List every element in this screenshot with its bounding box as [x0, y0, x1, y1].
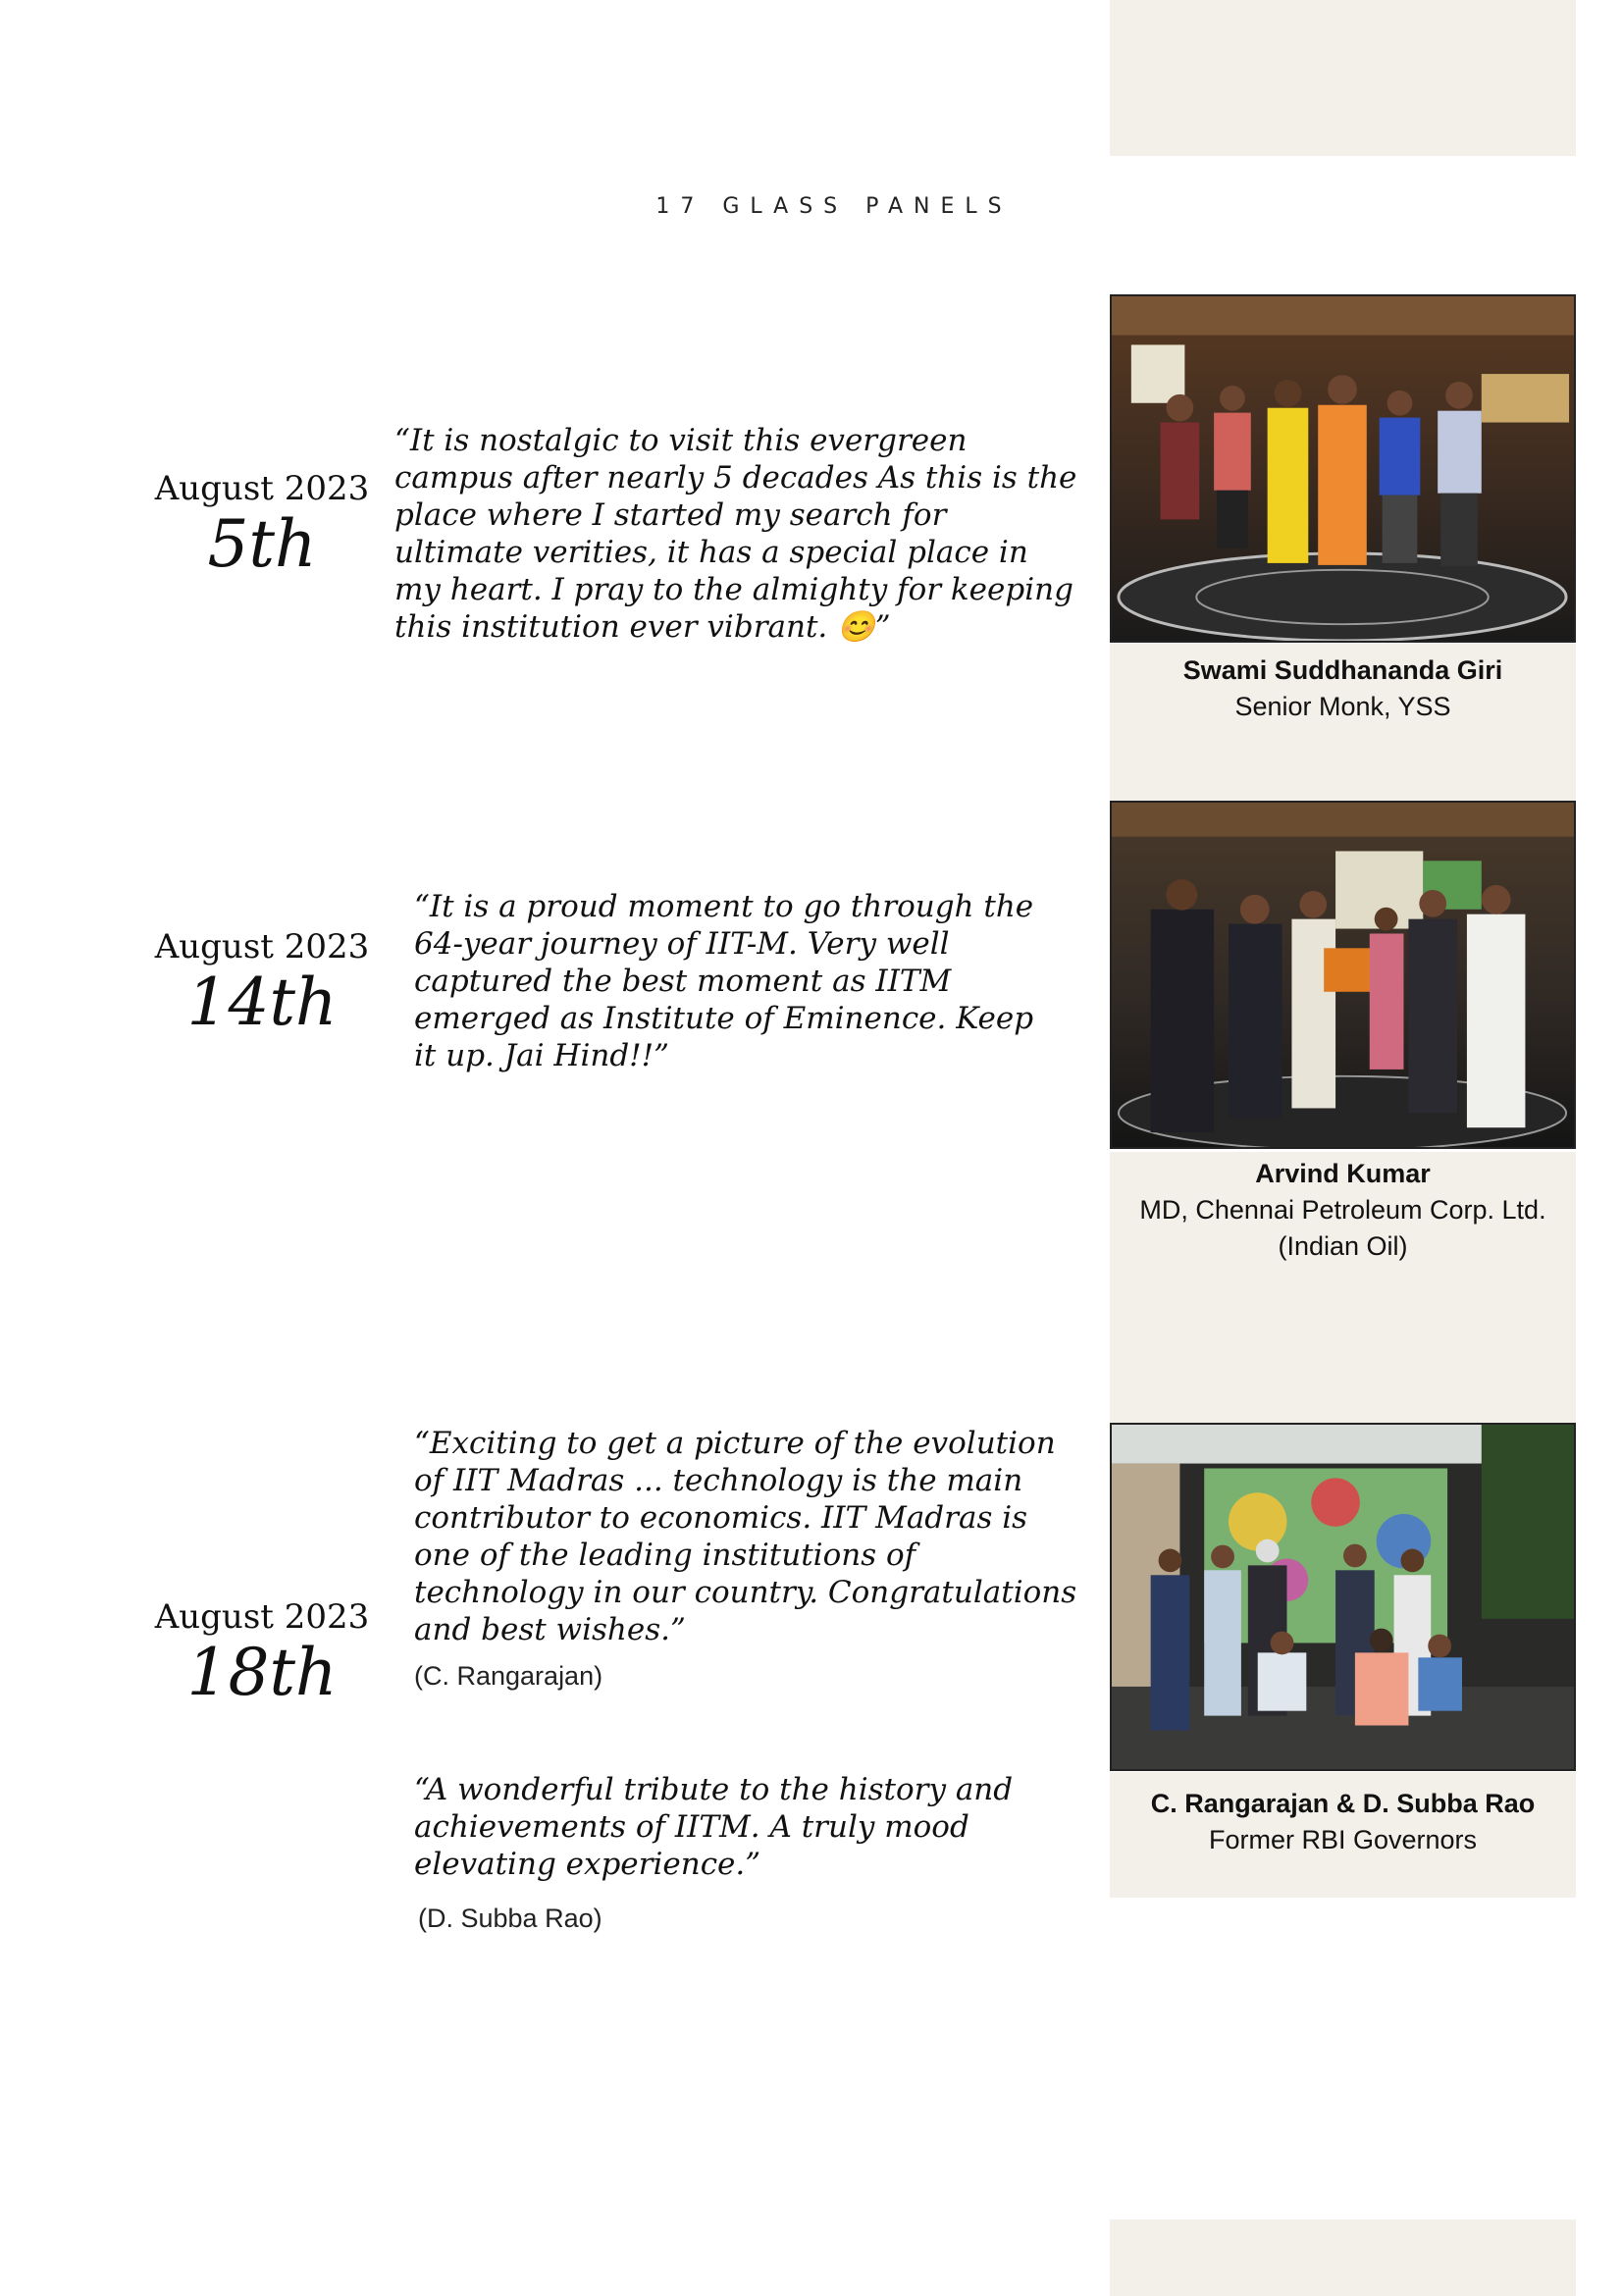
entry-date — [149, 1597, 375, 1710]
entry-date — [149, 927, 375, 1040]
beige-panel-top — [1110, 0, 1576, 156]
quote-attribution: (C. Rangarajan) — [414, 1661, 603, 1691]
visitor-role-org: (Indian Oil) — [1278, 1231, 1408, 1261]
date-day: 18th — [186, 1635, 338, 1710]
entry-date — [149, 469, 375, 582]
visitor-name: C. Rangarajan & D. Subba Rao — [1150, 1789, 1536, 1818]
visit-photo — [1110, 294, 1576, 643]
visit-photo — [1110, 1423, 1576, 1771]
visitor-role: Former RBI Governors — [1208, 1825, 1478, 1854]
visitor-quote: “Exciting to get a picture of the evolution of IIT Madras ... technology is the main contributor to economics. IIT Madras is one of the leading institutions of technology in our country. Congratulations and best wishes.” — [414, 1426, 1077, 1647]
beige-panel-bottom — [1110, 2219, 1576, 2296]
visitor-quote: “It is a proud moment to go through the 64-year journey of IIT-M. Very well captured the best moment as IITM emerged as Institute of Eminence. Keep it up. Jai Hind!!” — [414, 889, 1034, 1073]
photo-caption — [1110, 652, 1576, 725]
visitor-quote: “A wonderful tribute to the history and achievements of IITM. A truly mood elevating experience.” — [414, 1772, 1014, 1882]
photo-caption — [1110, 1786, 1576, 1858]
visitor-role: MD, Chennai Petroleum Corp. Ltd. — [1139, 1195, 1546, 1225]
date-day: 5th — [207, 506, 317, 582]
visit-photo — [1110, 801, 1576, 1149]
visitor-role: Senior Monk, YSS — [1234, 692, 1451, 721]
date-month: August 2023 — [154, 927, 370, 966]
date-month: August 2023 — [154, 469, 370, 508]
date-month: August 2023 — [154, 1597, 370, 1637]
page-header: 17 GLASS PANELS — [655, 194, 1013, 219]
date-day: 14th — [186, 965, 338, 1040]
visitor-name: Arvind Kumar — [1255, 1159, 1431, 1188]
photo-caption — [1110, 1156, 1576, 1265]
quote-attribution: (D. Subba Rao) — [418, 1904, 602, 1933]
visitor-quote: “It is nostalgic to visit this evergreen campus after nearly 5 decades As this is the place where I started my search for ultimate verities, it has a special place in my heart. I pray to the almighty for keeping this institution ever vibrant. 😊” — [394, 423, 1077, 645]
visitor-name: Swami Suddhananda Giri — [1182, 655, 1503, 685]
